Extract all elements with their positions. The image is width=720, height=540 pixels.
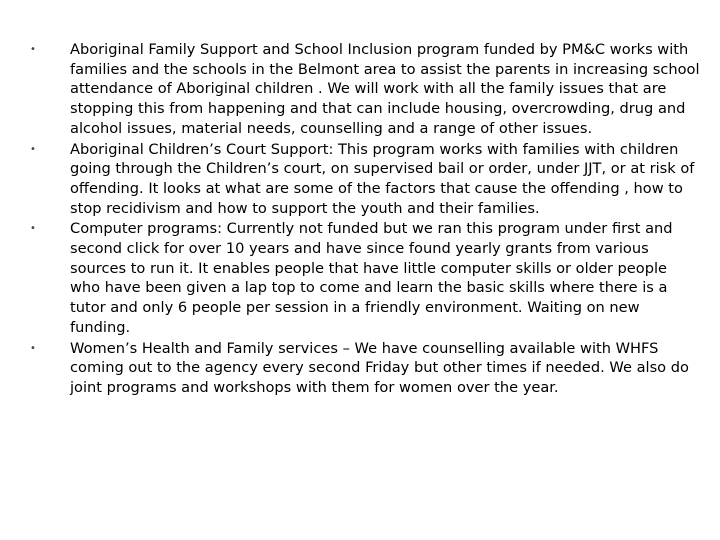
bullet-marker: •	[30, 223, 36, 235]
list-item	[30, 219, 700, 337]
bullet-list	[30, 40, 700, 399]
bullet-marker: •	[30, 44, 36, 55]
list-item	[30, 339, 700, 398]
bullet-marker: •	[30, 342, 36, 354]
list-item	[30, 40, 700, 139]
bullet-text-family-support: Aboriginal Family Support and School Inclusion program funded by PM&C works with families and the schools in the Belmont area to assist the parents in increasing school attendance of Aboriginal children . We will work with all the family issues that are stopping this from happening and that can include housing, overcrowding, drug and alcohol issues, material needs, counselling and a range of other issues.	[70, 41, 700, 137]
bullet-text-childrens-court: Aboriginal Children’s Court Support: This program works with families with children going through the Children’s court, on supervised bail or order, under JJT, or at risk of offending. It looks at what are some of the factors that cause the offending , how to stop recidivism and how to support the youth and their families.	[70, 140, 695, 217]
bullet-marker: •	[30, 143, 36, 155]
bullet-text-computer-programs: Computer programs: Currently not funded but we ran this program under first and second click for over 10 years and have since found yearly grants from various sources to run it. It enables people that have little computer skills or older people who have been given a lap top to come and learn the basic skills where there is a tutor and only 6 people per session in a friendly environment. Waiting on new funding.	[70, 220, 673, 336]
bullet-text-womens-health: Women’s Health and Family services – We have counselling available with WHFS coming out to the agency every second Friday but other times if needed. We also do joint programs and workshops with them for women over the year.	[70, 339, 689, 396]
list-item	[30, 140, 700, 219]
